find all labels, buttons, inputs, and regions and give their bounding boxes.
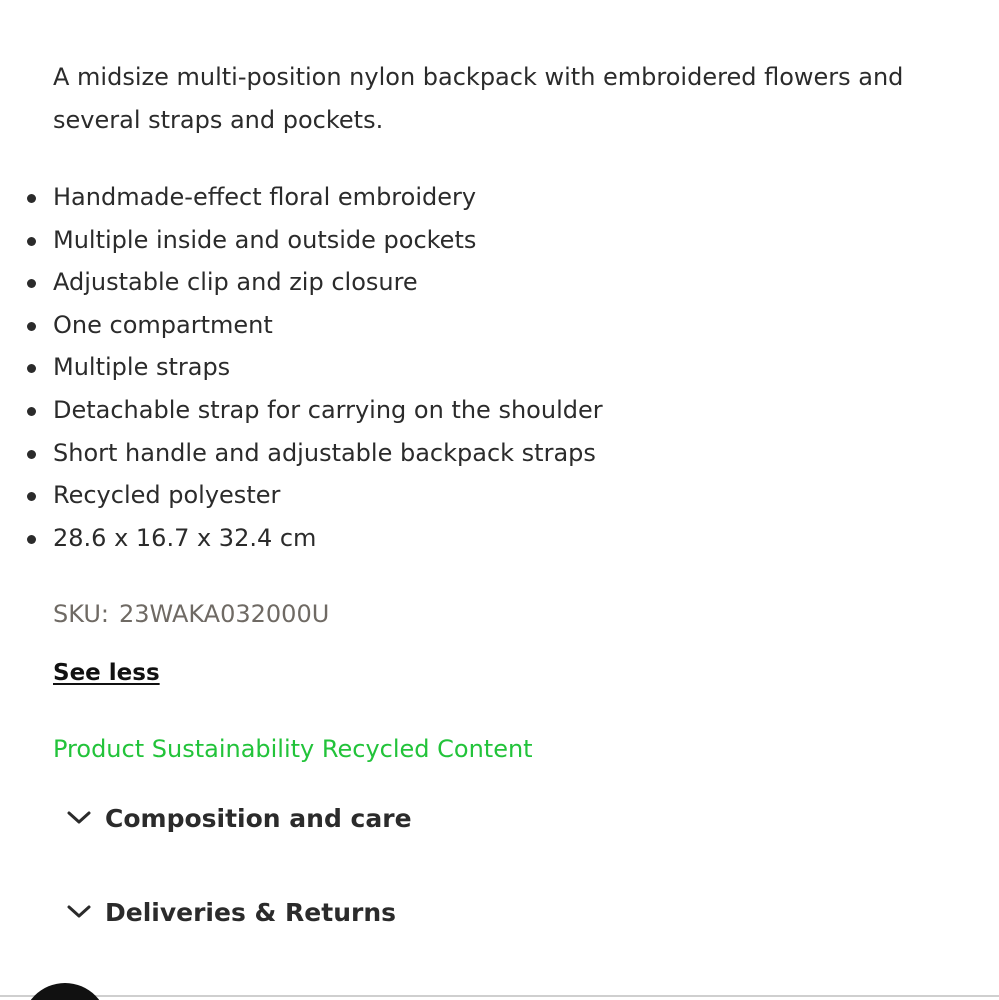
accordion-composition-and-care[interactable] bbox=[66, 798, 412, 838]
sku-row bbox=[53, 598, 329, 630]
bottom-divider bbox=[0, 995, 999, 997]
feature-item: Handmade-effect floral embroidery bbox=[53, 176, 603, 219]
see-less-link[interactable]: See less bbox=[53, 660, 160, 686]
accordion-label: Composition and care bbox=[105, 803, 412, 833]
product-description: A midsize multi-position nylon backpack with embroidered flowers and several straps and pockets. bbox=[53, 63, 904, 134]
accordion-label: Deliveries & Returns bbox=[105, 897, 397, 927]
feature-item: Short handle and adjustable backpack straps bbox=[53, 432, 603, 475]
floating-action-button[interactable] bbox=[22, 983, 108, 1000]
feature-item: Adjustable clip and zip closure bbox=[53, 261, 603, 304]
sku-value: 23WAKA032000U bbox=[118, 600, 330, 628]
chevron-down-icon bbox=[66, 810, 92, 826]
feature-item: 28.6 x 16.7 x 32.4 cm bbox=[53, 517, 603, 560]
feature-list bbox=[53, 176, 603, 559]
feature-item: Multiple inside and outside pockets bbox=[53, 219, 603, 262]
chevron-down-icon bbox=[66, 904, 92, 920]
feature-item: Multiple straps bbox=[53, 346, 603, 389]
accordion-deliveries-and-returns[interactable] bbox=[66, 892, 396, 932]
sustainability-link[interactable]: Product Sustainability Recycled Content bbox=[53, 735, 533, 763]
feature-item: One compartment bbox=[53, 304, 603, 347]
feature-item: Detachable strap for carrying on the shoulder bbox=[53, 389, 603, 432]
sku-label: SKU: bbox=[53, 600, 109, 628]
feature-item: Recycled polyester bbox=[53, 474, 603, 517]
